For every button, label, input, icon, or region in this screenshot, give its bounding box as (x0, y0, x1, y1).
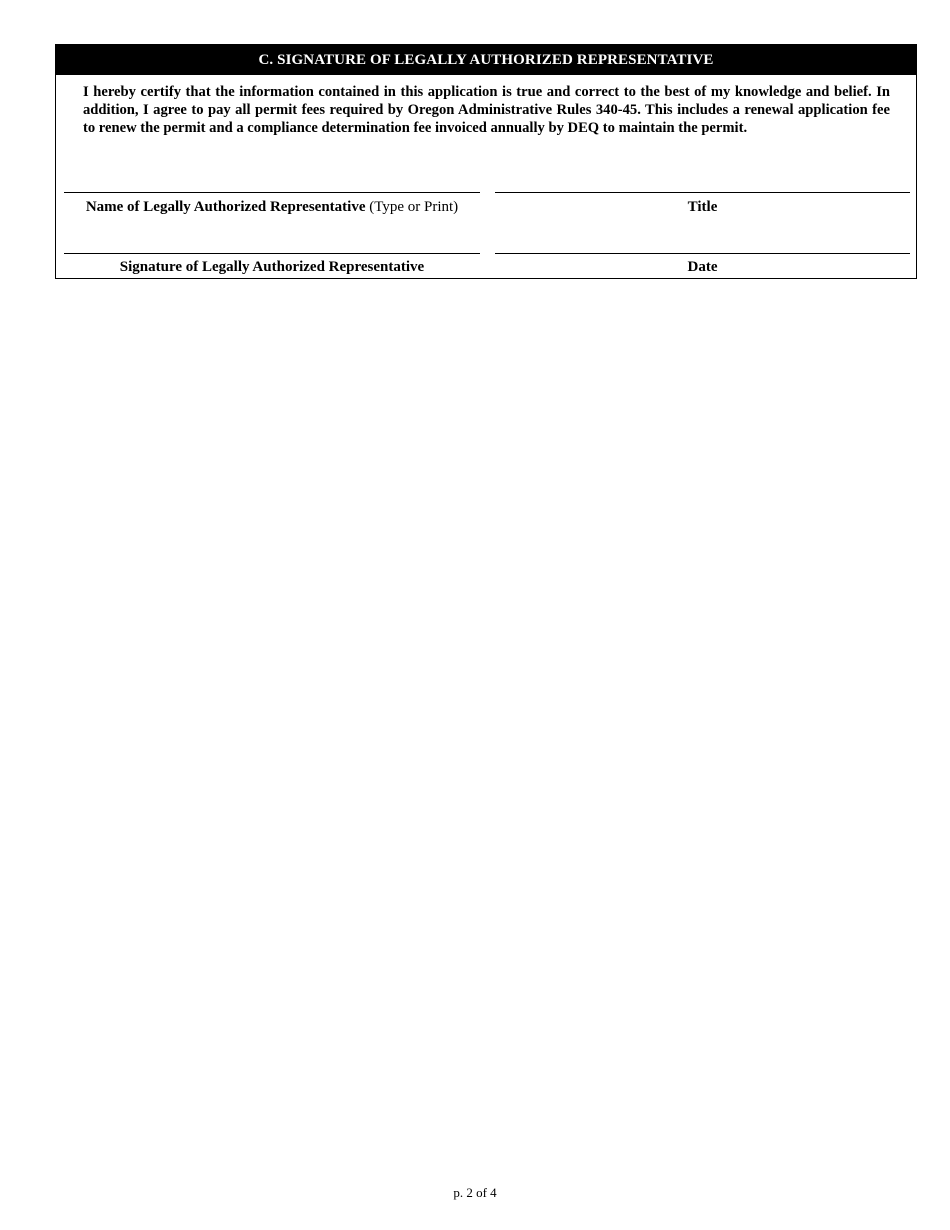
date-signature-line[interactable] (495, 253, 910, 254)
signature-field-label: Signature of Legally Authorized Representative (119, 259, 425, 275)
title-signature-line[interactable] (495, 192, 910, 193)
section-header: C. SIGNATURE OF LEGALLY AUTHORIZED REPRESENTATIVE (56, 45, 916, 75)
page-number: p. 2 of 4 (453, 1185, 497, 1200)
signature-line[interactable] (64, 253, 480, 254)
name-label: Name of Legally Authorized Representative (85, 199, 366, 215)
certification-statement: I hereby certify that the information contained in this application is true and correct to the best of my knowledge and belief. In addition, I agree to pay all permit fees required by Oregon Administrative Rules 340-45. This includes a renewal application fee to renew the permit and a compliance determination fee invoiced annually by DEQ to maintain the permit. (83, 84, 890, 137)
title-field-label: Title (687, 199, 718, 215)
name-hint: (Type or Print) (365, 199, 459, 215)
name-field-label (64, 198, 480, 216)
name-signature-line[interactable] (64, 192, 480, 193)
signature-section (55, 44, 917, 279)
date-field-label: Date (687, 259, 718, 275)
